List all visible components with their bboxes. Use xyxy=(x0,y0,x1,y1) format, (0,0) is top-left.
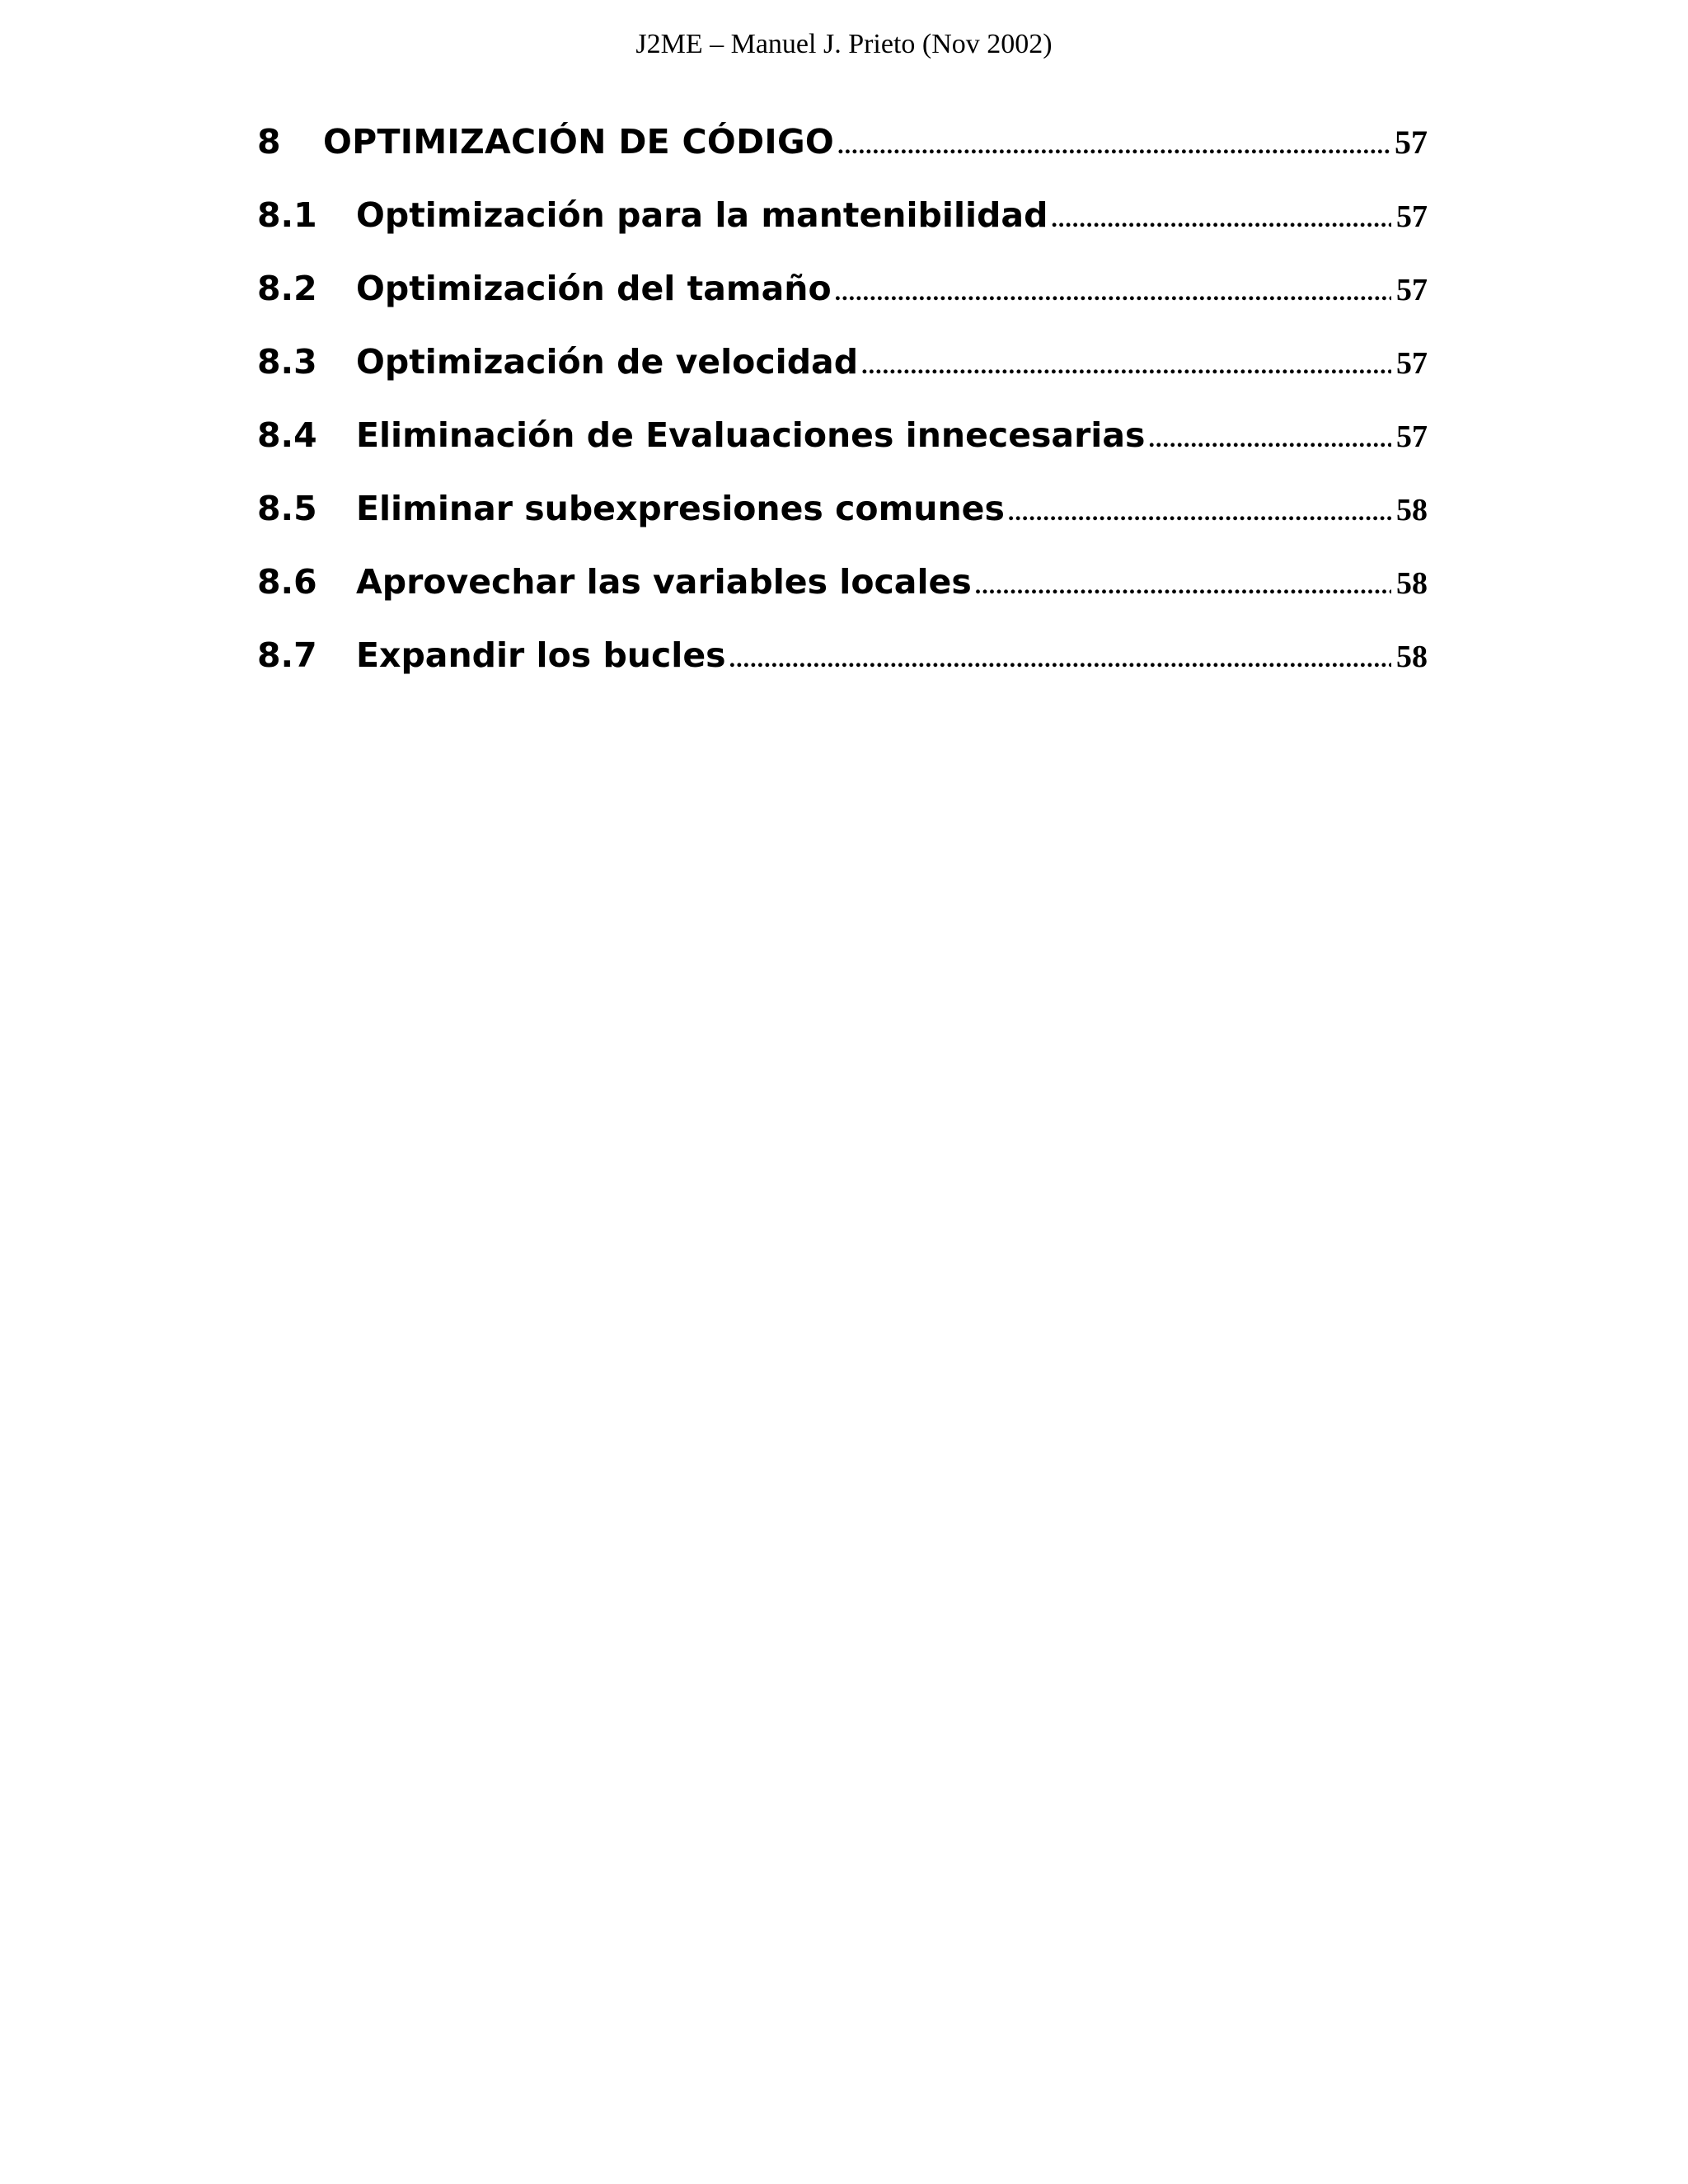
dot-leader xyxy=(861,352,1391,380)
toc-entry-number: 8.3 xyxy=(257,342,317,382)
toc-entry-8-2[interactable] xyxy=(257,269,1428,342)
toc-entry-8-7[interactable] xyxy=(257,635,1428,709)
toc-entry-number: 8 xyxy=(257,122,281,162)
toc-entry-title: Optimización de velocidad xyxy=(356,342,859,382)
toc-entry-title: Eliminación de Evaluaciones innecesarias xyxy=(356,415,1146,455)
toc-entry-8-3[interactable] xyxy=(257,342,1428,415)
toc-entry-number: 8.5 xyxy=(257,489,317,528)
dot-leader xyxy=(729,645,1391,673)
dot-leader xyxy=(835,279,1391,307)
toc-entry-title: Optimización del tamaño xyxy=(356,269,832,308)
dot-leader xyxy=(1051,205,1391,233)
toc-entry-number: 8.4 xyxy=(257,415,317,455)
toc-entry-8-6[interactable] xyxy=(257,562,1428,635)
toc-entry-title: Optimización para la mantenibilidad xyxy=(356,195,1048,235)
toc-entry-page: 58 xyxy=(1396,493,1428,527)
table-of-contents xyxy=(257,122,1428,709)
toc-entry-page: 57 xyxy=(1396,346,1428,381)
toc-entry-page: 57 xyxy=(1396,273,1428,307)
toc-entry-number: 8.6 xyxy=(257,562,317,602)
toc-entry-8-4[interactable] xyxy=(257,415,1428,489)
dot-leader xyxy=(975,572,1391,600)
toc-entry-8-5[interactable] xyxy=(257,489,1428,562)
toc-entry-title: OPTIMIZACIÓN DE CÓDIGO xyxy=(323,122,835,162)
toc-entry-page: 57 xyxy=(1395,124,1428,161)
dot-leader xyxy=(1008,499,1391,527)
page-header: J2ME – Manuel J. Prieto (Nov 2002) xyxy=(635,29,1053,59)
toc-entry-page: 58 xyxy=(1396,566,1428,601)
toc-entry-8[interactable] xyxy=(257,122,1428,195)
toc-entry-title: Eliminar subexpresiones comunes xyxy=(356,489,1005,528)
dot-leader xyxy=(1148,425,1391,453)
toc-entry-title: Aprovechar las variables locales xyxy=(356,562,972,602)
dot-leader xyxy=(837,132,1390,160)
toc-entry-page: 57 xyxy=(1396,419,1428,454)
toc-entry-number: 8.2 xyxy=(257,269,317,308)
toc-entry-title: Expandir los bucles xyxy=(356,635,726,675)
toc-entry-number: 8.7 xyxy=(257,635,317,675)
toc-entry-page: 57 xyxy=(1396,199,1428,234)
toc-entry-number: 8.1 xyxy=(257,195,317,235)
toc-entry-8-1[interactable] xyxy=(257,195,1428,269)
toc-entry-page: 58 xyxy=(1396,640,1428,674)
